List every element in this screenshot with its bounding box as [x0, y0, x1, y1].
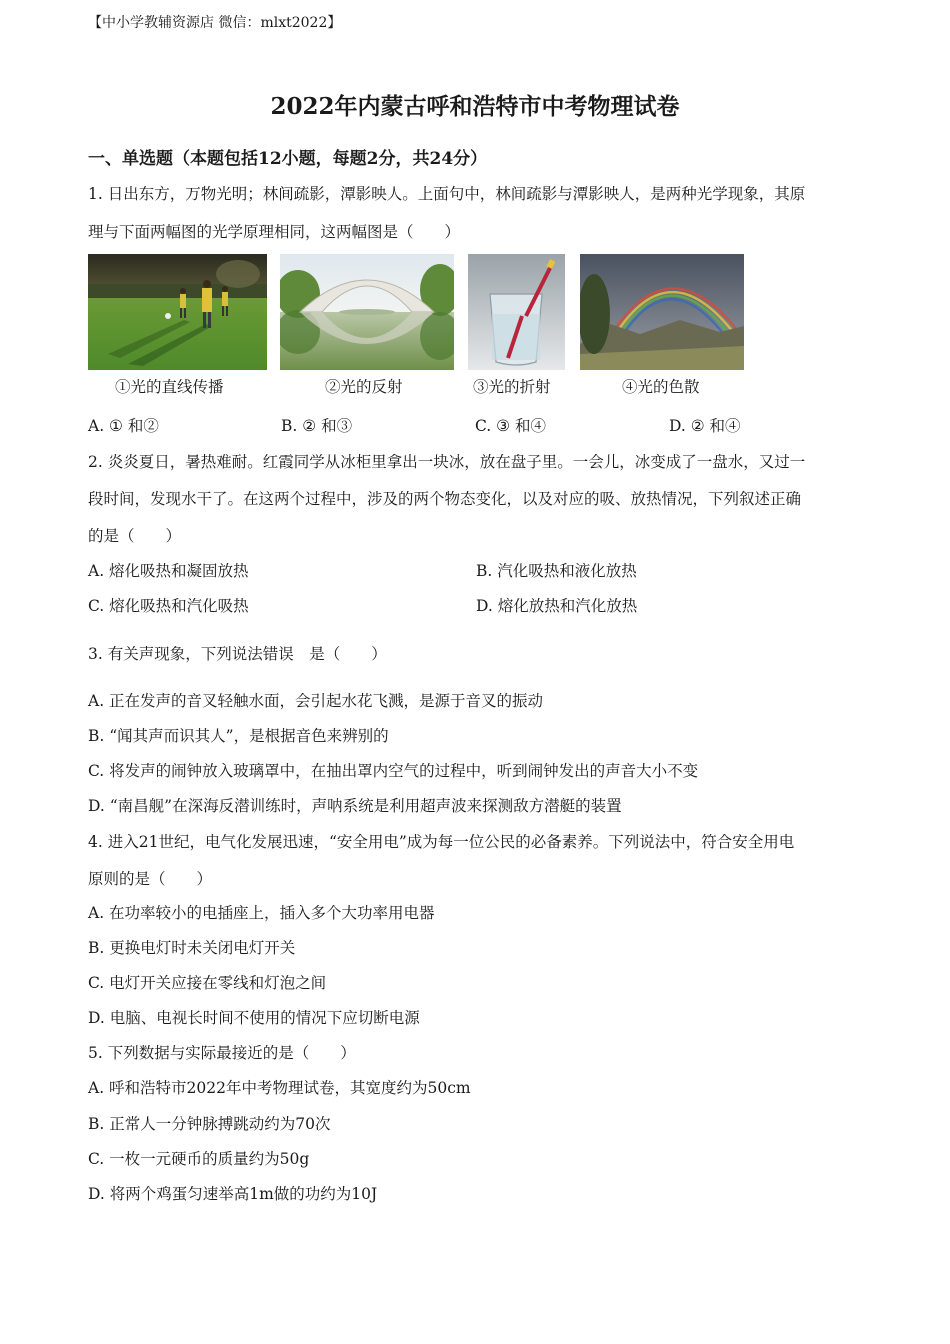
q1-stem-line-1: 1. 日出东方，万物光明；林间疏影，潭影映人。上面句中，林间疏影与潭影映人，是两种光学现象，其原: [88, 185, 806, 203]
q3-option-a: A. 正在发声的音叉轻触水面，会引起水花飞溅，是源于音叉的振动: [88, 692, 544, 710]
q5-option-d: D. 将两个鸡蛋匀速举高1m做的功约为10J: [88, 1185, 378, 1203]
q4-stem-line-1: 4. 进入21世纪，电气化发展迅速，“安全用电”成为每一位公民的必备素养。下列说法中，符合安全用电: [88, 833, 795, 851]
photo-shadows-on-lawn: [88, 254, 267, 370]
q1-option-c: C. ③ 和④: [475, 417, 546, 435]
q5-option-c: C. 一枚一元硬币的质量约为50g: [88, 1150, 310, 1168]
q1-option-a: A. ① 和②: [88, 417, 159, 435]
header-watermark: 【中小学教辅资源店 微信：mlxt2022】: [88, 15, 342, 31]
photo-glass-refraction: [468, 254, 565, 370]
q1-option-d: D. ② 和④: [669, 417, 741, 435]
section-heading-single-choice: 一、单选题（本题包括12小题，每题2分，共24分）: [88, 149, 488, 169]
q3-stem: 3. 有关声现象，下列说法错误 是（ ）: [88, 645, 387, 663]
exam-title: 2022年内蒙古呼和浩特市中考物理试卷: [270, 93, 680, 120]
q4-option-d: D. 电脑、电视长时间不使用的情况下应切断电源: [88, 1009, 420, 1027]
q3-option-b: B. “闻其声而识其人”，是根据音色来辨别的: [88, 727, 389, 745]
q2-stem-line-3: 的是（ ）: [88, 527, 182, 545]
q3-option-d: D. “南昌舰”在深海反潜训练时，声呐系统是利用超声波来探测敌方潜艇的装置: [88, 797, 622, 815]
q2-option-b: B. 汽化吸热和液化放热: [476, 562, 637, 580]
q2-stem-line-2: 段时间，发现水干了。在这两个过程中，涉及的两个物态变化，以及对应的吸、放热情况，下列叙述正确: [88, 490, 802, 508]
q2-option-a: A. 熔化吸热和凝固放热: [88, 562, 249, 580]
photo-bridge-reflection: [280, 254, 454, 370]
caption-dispersion: ④光的色散: [622, 378, 700, 396]
caption-straight-propagation: ①光的直线传播: [115, 378, 224, 396]
q2-stem-line-1: 2. 炎炎夏日，暑热难耐。红霞同学从冰柜里拿出一块冰，放在盘子里。一会儿，冰变成了一盘水，又过一: [88, 453, 806, 471]
q3-option-c: C. 将发声的闹钟放入玻璃罩中，在抽出罩内空气的过程中，听到闹钟发出的声音大小不变: [88, 762, 699, 780]
caption-reflection: ②光的反射: [325, 378, 403, 396]
q1-stem-line-2: 理与下面两幅图的光学原理相同，这两幅图是（ ）: [88, 223, 461, 241]
q4-option-a: A. 在功率较小的电插座上，插入多个大功率用电器: [88, 904, 435, 922]
q5-option-b: B. 正常人一分钟脉搏跳动约为70次: [88, 1115, 331, 1133]
q4-option-c: C. 电灯开关应接在零线和灯泡之间: [88, 974, 327, 992]
q2-option-c: C. 熔化吸热和汽化吸热: [88, 597, 249, 615]
photo-rainbow: [580, 254, 744, 370]
q2-option-d: D. 熔化放热和汽化放热: [476, 597, 638, 615]
q1-option-b: B. ② 和③: [281, 417, 353, 435]
caption-refraction: ③光的折射: [473, 378, 551, 396]
q5-stem: 5. 下列数据与实际最接近的是（ ）: [88, 1044, 356, 1062]
q4-stem-line-2: 原则的是（ ）: [88, 870, 213, 888]
q5-option-a: A. 呼和浩特市2022年中考物理试卷，其宽度约为50cm: [88, 1079, 471, 1097]
q4-option-b: B. 更换电灯时未关闭电灯开关: [88, 939, 296, 957]
